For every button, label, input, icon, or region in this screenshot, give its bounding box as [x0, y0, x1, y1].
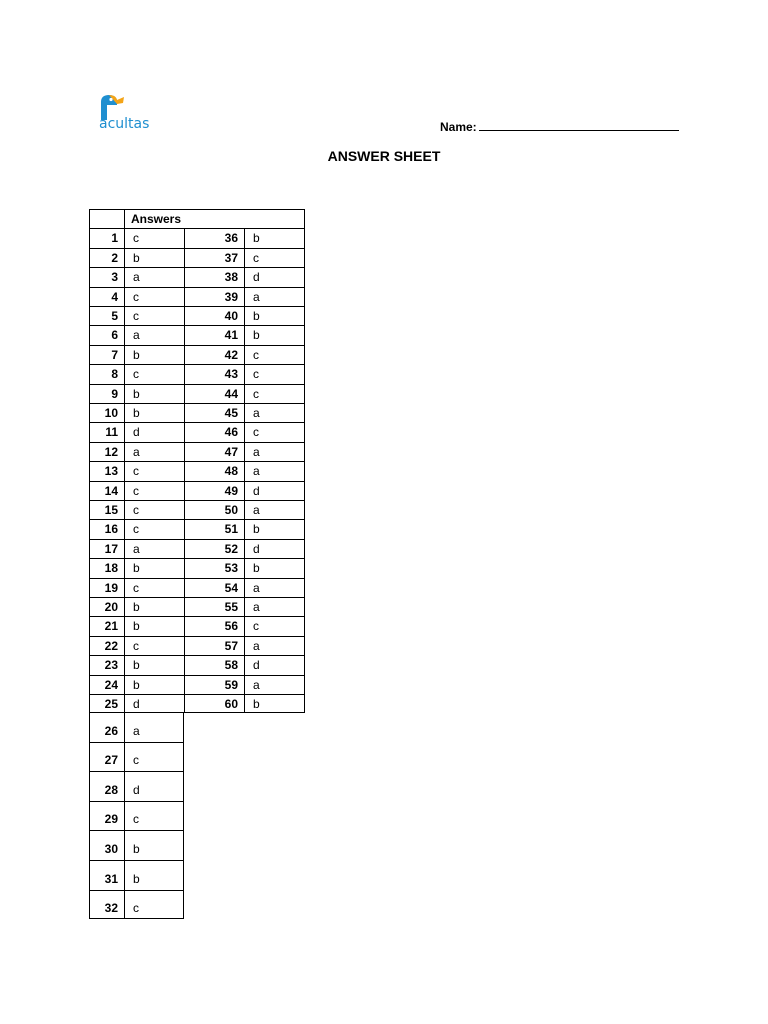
question-number: 44 — [184, 384, 244, 403]
answer-value: a — [244, 675, 305, 694]
logo-text: acultas — [99, 116, 150, 132]
answer-value: d — [244, 539, 305, 558]
answer-value: b — [244, 306, 305, 325]
question-number: 23 — [89, 655, 124, 675]
question-number: 48 — [184, 461, 244, 481]
question-number: 50 — [184, 500, 244, 519]
answer-value: a — [124, 267, 184, 287]
question-number: 40 — [184, 306, 244, 325]
question-number: 14 — [89, 481, 124, 500]
question-number: 2 — [89, 248, 124, 267]
question-number: 37 — [184, 248, 244, 267]
question-number: 53 — [184, 558, 244, 578]
answer-value: b — [244, 694, 305, 713]
question-number: 36 — [184, 228, 244, 248]
answer-value: c — [244, 364, 305, 384]
question-number: 43 — [184, 364, 244, 384]
question-number: 21 — [89, 616, 124, 636]
answer-value: c — [124, 801, 184, 830]
question-number: 29 — [89, 801, 124, 830]
answer-value: a — [244, 461, 305, 481]
answer-value: b — [124, 675, 184, 694]
answer-value: b — [124, 248, 184, 267]
answer-value: d — [244, 267, 305, 287]
question-number: 13 — [89, 461, 124, 481]
answer-value: a — [244, 403, 305, 422]
answer-value: b — [124, 558, 184, 578]
question-number: 58 — [184, 655, 244, 675]
question-number: 38 — [184, 267, 244, 287]
question-number: 59 — [184, 675, 244, 694]
question-number: 15 — [89, 500, 124, 519]
answer-value: b — [244, 519, 305, 539]
question-number: 24 — [89, 675, 124, 694]
answer-value: c — [244, 248, 305, 267]
answer-value: c — [124, 636, 184, 655]
answer-value: b — [124, 403, 184, 422]
question-number: 20 — [89, 597, 124, 616]
question-number: 7 — [89, 345, 124, 364]
question-number: 54 — [184, 578, 244, 597]
answer-value: c — [244, 616, 305, 636]
answer-value: d — [244, 655, 305, 675]
name-label: Name: — [440, 120, 477, 134]
answer-value: a — [124, 712, 184, 742]
page-title: ANSWER SHEET — [327, 148, 441, 164]
answer-value: c — [124, 461, 184, 481]
question-number: 16 — [89, 519, 124, 539]
question-number: 22 — [89, 636, 124, 655]
question-number: 30 — [89, 830, 124, 860]
question-number: 28 — [89, 771, 124, 801]
answer-value: d — [124, 694, 184, 713]
question-number: 27 — [89, 742, 124, 771]
answer-value: b — [124, 830, 184, 860]
answer-value: c — [244, 384, 305, 403]
question-number: 56 — [184, 616, 244, 636]
answer-value: a — [244, 500, 305, 519]
question-number: 25 — [89, 694, 124, 713]
question-number: 39 — [184, 287, 244, 306]
answer-value: a — [244, 578, 305, 597]
answer-value: b — [124, 345, 184, 364]
answer-value: c — [124, 306, 184, 325]
answer-value: a — [124, 325, 184, 345]
header-blank-cell — [89, 209, 124, 228]
question-number: 51 — [184, 519, 244, 539]
question-number: 52 — [184, 539, 244, 558]
answer-value: b — [244, 325, 305, 345]
answer-value: c — [124, 890, 184, 919]
question-number: 4 — [89, 287, 124, 306]
question-number: 26 — [89, 712, 124, 742]
question-number: 12 — [89, 442, 124, 461]
question-number: 31 — [89, 860, 124, 890]
answer-value: a — [244, 442, 305, 461]
answers-header: Answers — [124, 209, 305, 228]
answer-value: c — [124, 500, 184, 519]
facultas-logo — [96, 92, 160, 134]
answer-value: c — [124, 742, 184, 771]
question-number: 55 — [184, 597, 244, 616]
question-number: 5 — [89, 306, 124, 325]
answer-value: c — [244, 422, 305, 442]
question-number: 9 — [89, 384, 124, 403]
question-number: 45 — [184, 403, 244, 422]
question-number: 49 — [184, 481, 244, 500]
question-number: 60 — [184, 694, 244, 713]
question-number: 32 — [89, 890, 124, 919]
answer-value: b — [244, 228, 305, 248]
answer-value: d — [244, 481, 305, 500]
question-number: 57 — [184, 636, 244, 655]
answer-value: d — [124, 422, 184, 442]
answer-value: c — [124, 519, 184, 539]
answer-value: a — [244, 287, 305, 306]
answer-value: c — [124, 228, 184, 248]
answer-value: b — [244, 558, 305, 578]
answer-value: a — [124, 442, 184, 461]
question-number: 46 — [184, 422, 244, 442]
answer-value: b — [124, 616, 184, 636]
answer-value: a — [244, 636, 305, 655]
question-number: 3 — [89, 267, 124, 287]
answer-value: b — [124, 384, 184, 403]
question-number: 10 — [89, 403, 124, 422]
question-number: 6 — [89, 325, 124, 345]
name-field — [440, 118, 679, 134]
question-number: 41 — [184, 325, 244, 345]
answer-value: c — [244, 345, 305, 364]
question-number: 18 — [89, 558, 124, 578]
question-number: 47 — [184, 442, 244, 461]
answer-value: c — [124, 287, 184, 306]
answer-value: b — [124, 860, 184, 890]
question-number: 11 — [89, 422, 124, 442]
answer-value: c — [124, 578, 184, 597]
question-number: 1 — [89, 228, 124, 248]
question-number: 42 — [184, 345, 244, 364]
answer-value: c — [124, 481, 184, 500]
answer-value: b — [124, 597, 184, 616]
answer-value: b — [124, 655, 184, 675]
answer-value: a — [124, 539, 184, 558]
question-number: 8 — [89, 364, 124, 384]
name-blank-line[interactable] — [479, 118, 679, 131]
question-number: 17 — [89, 539, 124, 558]
answer-value: a — [244, 597, 305, 616]
answer-value: c — [124, 364, 184, 384]
answer-value: d — [124, 771, 184, 801]
question-number: 19 — [89, 578, 124, 597]
